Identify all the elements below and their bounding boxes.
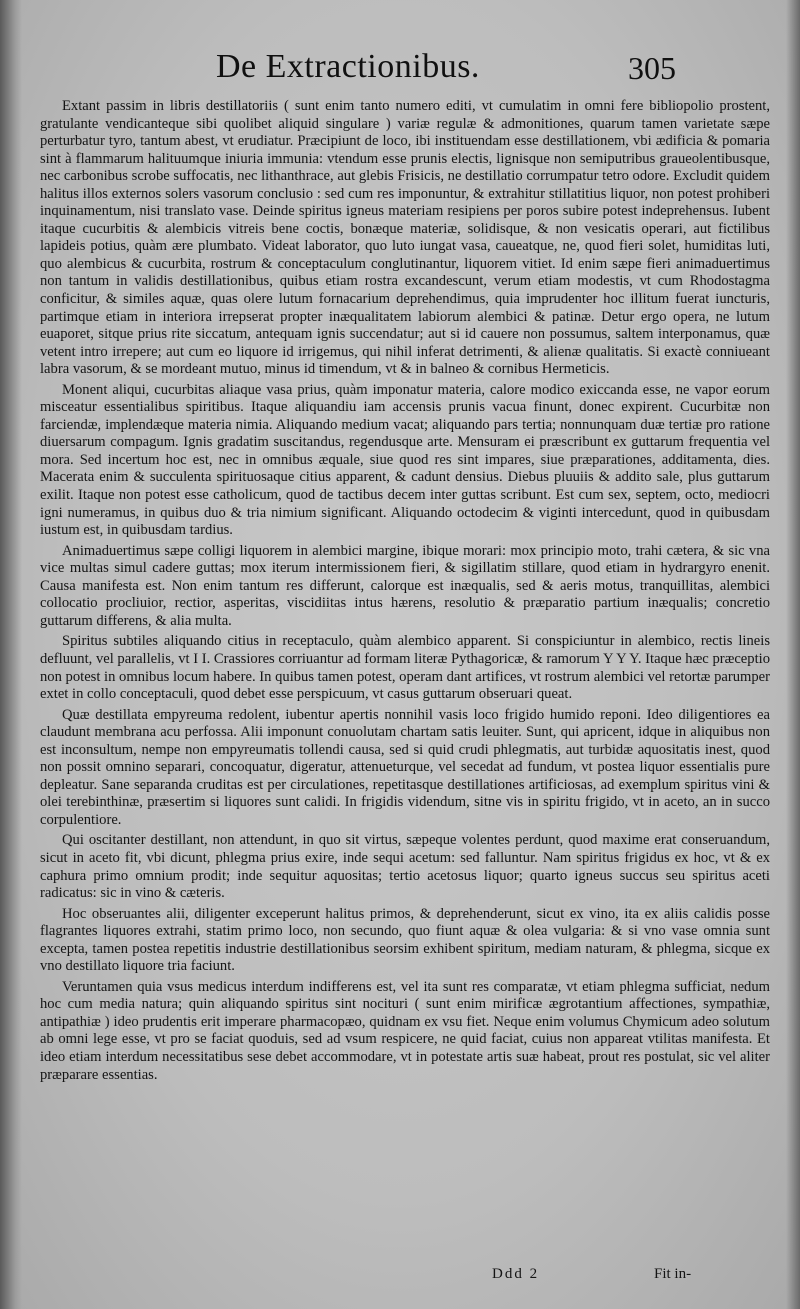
- body-text: [40, 98, 770, 1087]
- paragraph: Qui oscitanter destillant, non attendunt, in quo sit virtus, sæpeque volentes perdunt, quod maxime erat conseruandum, sicut in aceto fit, vbi dicunt, phlegma prius exire, inde sequi acetum: sed falluntur. Nam spiritus frigidus ex hoc, vt & ex caphura primo omnium prodit; inde sequitur aquositas; tertio acetosus liquor; quarto igneus succus seu spiritus aceti radicatus: sic in vino & cæteris.: [40, 832, 770, 902]
- paragraph: Extant passim in libris destillatoriis ( sunt enim tanto numero editi, vt cumulatim in omni fere bibliopolio prostent, gratulante vendicanteque sibi quolibet aliquid singulare ) variæ regulæ & admonitiones, quarum tamen varietate sæpe perturbatur tyro, tantum abest, vt erudiatur. Præcipiunt de loco, ibi instituendam esse destillationem, vbi ædificia & pomaria sint à flammarum halituumque iniuria immunia: vtendum esse prunis electis, lignisque non semiputribus graueolentibusque, nec carbonibus scrobe suffocatis, nec lithanthrace, aut glebis Frisicis, ne destillatio corrumpatur tetro odore. Excludit quidem halitus illos externos solers vasorum conclusio : sed cum res imponuntur, & extrahitur stillatitius liquor, non potest prohiberi inquinamentum, nisi translato vase. Deinde spiritus igneus materiam resipiens per poros subire potest indeprehensus. Iubent itaque cucurbitis & alembicis vitreis bene coctis, bonæque materiæ, solidisque, & non vesicatis operari, aut fictilibus lapideis potius, quàm ære plumbato. Videat laborator, quo luto iungat vasa, caueatque, ne, quod fieri solet, humiditas luti, quo alembicus & cucurbita, rostrum & conceptaculum conglutinantur, liquorem vitiet. Id enim sæpe fieri animaduertimus non tantum in validis destillationibus, quibus etiam rostra excandescunt, verum etiam modestis, vt cum Rhodostagma conficitur, & similes aquæ, quas olere lutum fornacarium deprehendimus, quia imprudenter hoc illitum fuerat iuncturis, partimque etiam in interiora irrepserat propter inæqualitatem labiorum alembici & patinæ. Detur ergo opera, ne lutum euaporet, sitque prius rite siccatum, antequam ignis succendatur; aut si id cauere non possumus, saltem interponamus, quæ vetent intro irrepere; aut cum eo liquore id irrigemus, qui nihil inferat detrimenti, & alienæ qualitatis. Si exactè conniueant labra vasorum, & se mordeant mutuo, minus id timendum, vt & in balneo & cornibus Hermeticis.: [40, 98, 770, 378]
- page-header: [0, 48, 800, 98]
- page-footer: [0, 1262, 800, 1292]
- running-title: De Extractionibus.: [216, 48, 480, 85]
- catchword: Fit in-: [654, 1266, 692, 1282]
- signature-mark: Ddd 2: [492, 1266, 540, 1282]
- page-number: 305: [628, 50, 676, 86]
- paragraph: Hoc obseruantes alii, diligenter exceperunt halitus primos, & deprehenderunt, sicut ex vino, ita ex aliis calidis posse flagrantes liquores extrahi, statim primo loco, non secundo, quo fiunt aquæ & olea vulgaria: & si vno vase omnia sunt excepta, tamen postea repetitis industrie destillationibus seorsim exhibent spiritum, mediam naturam, & phlegma, sicque ex vno destillato liquore tria faciunt.: [40, 905, 770, 975]
- paragraph: Spiritus subtiles aliquando citius in receptaculo, quàm alembico apparent. Si conspiciuntur in alembico, rectis lineis defluunt, vel parallelis, vt I I. Crassiores corriuantur ad formam literæ Pythagoricæ, & ramorum Y Y Y. Itaque hæc præceptio non potest in omnibus locum habere. In quibus tamen potest, operam dant artifices, vt rostrum alembici vel retortæ parumper extet in collo conceptaculi, quod debet esse perspicuum, vt casus guttarum obseruari queat.: [40, 633, 770, 703]
- paragraph: Monent aliqui, cucurbitas aliaque vasa prius, quàm imponatur materia, calore modico exiccanda esse, ne vapor eorum misceatur essentialibus spiritibus. Itaque aliquandiu iam accensis prunis vacua finunt, donec expirent. Cucurbitæ non farciendæ, implendæque materia nimia. Aliquando medium vacat; aliquando pars tertia; nonnunquam duæ tertiæ pro ratione diuersarum compagum. Ignis gradatim suscitandus, regendusque arte. Mensuram ei præscribunt ex guttarum frequentia vel mora. Sed incertum hoc est, nec in omnibus æquale, siue quod res sint impares, siue præparationes, additamenta, dies. Macerata enim & succulenta spirituosaque citius apparent, & cadunt densius. Diebus pluuiis & addito sale, plus guttarum exilit. Itaque non potest esse catholicum, quod de tactibus decem inter guttas scribunt. Est cum sex, septem, octo, mediocri igni numeramus, in quibus duo & tria nimium significant. Aliquando octodecim & viginti intercedunt, quod in quibusdam iustum est, in quibusdam tardius.: [40, 381, 770, 539]
- page-gutter-shadow: [0, 0, 22, 1309]
- paragraph: Animaduertimus sæpe colligi liquorem in alembici margine, ibique morari: mox principio moto, trahi cætera, & sic vna vice multas simul cadere guttas; mox iterum intermissionem fieri, & sigillatim stillare, quod etiam in hydrargyro enenit. Causa manifesta est. Non enim tantum res differunt, calorque est inæqualis, sed & aeris motus, tranquillitas, alembici collocatio procliuior, rectior, asperitas, viscidiitas intus hærens, resolutio & præparatio partium inæqualis; concretio guttarum differens, & alia multa.: [40, 542, 770, 629]
- paragraph: Veruntamen quia vsus medicus interdum indifferens est, vel ita sunt res comparatæ, vt etiam phlegma sufficiat, nedum hoc cum media natura; quin aliquando spiritus sint nocituri ( sunt enim mirificæ ægrotantium affectiones, sympathiæ, antipathiæ ) ideo prudentis erit imperare pharmacopæo, quidnam ex vsu fiet. Neque enim volumus Chymicum adeo solutum ab omni lege esse, vt pro se faciat quoduis, sed ad vsum respicere, ne quid faciat, cuius non appareat vtilitas manifesta. Et ideo etiam interdum necessitatibus sese debet accommodare, vt in potestate artis suæ habeat, prout res postulat, sic vel aliter præparare essentias.: [40, 978, 770, 1083]
- page-edge-shadow: [786, 0, 800, 1309]
- paragraph: Quæ destillata empyreuma redolent, iubentur apertis nonnihil vasis loco frigido humido reponi. Ideo diligentiores ea claudunt membrana acu perfossa. Alii imponunt conuolutam chartam satis leuiter. Sunt, qui apricent, idque in aliquibus non est inconsultum, nempe non empyreumatis tollendi causa, sed si quid crudi phlegmatis, aut turbidæ aquositatis inest, quod non possit omnino separari, concoquatur, digeratur, attenueturque, vel secedat ad fundum, vt postea liquor essentialis pure depleatur. Sane separanda cruditas est per circulationes, repetitasque destillationes artificiosas, ad exemplum spiritus vini & olei terebinthinæ, præsertim si liquores sunt calidi. In frigidis videndum, sitne vis in spiritu frigido, vt in aceto, an in succo corpulentiore.: [40, 706, 770, 828]
